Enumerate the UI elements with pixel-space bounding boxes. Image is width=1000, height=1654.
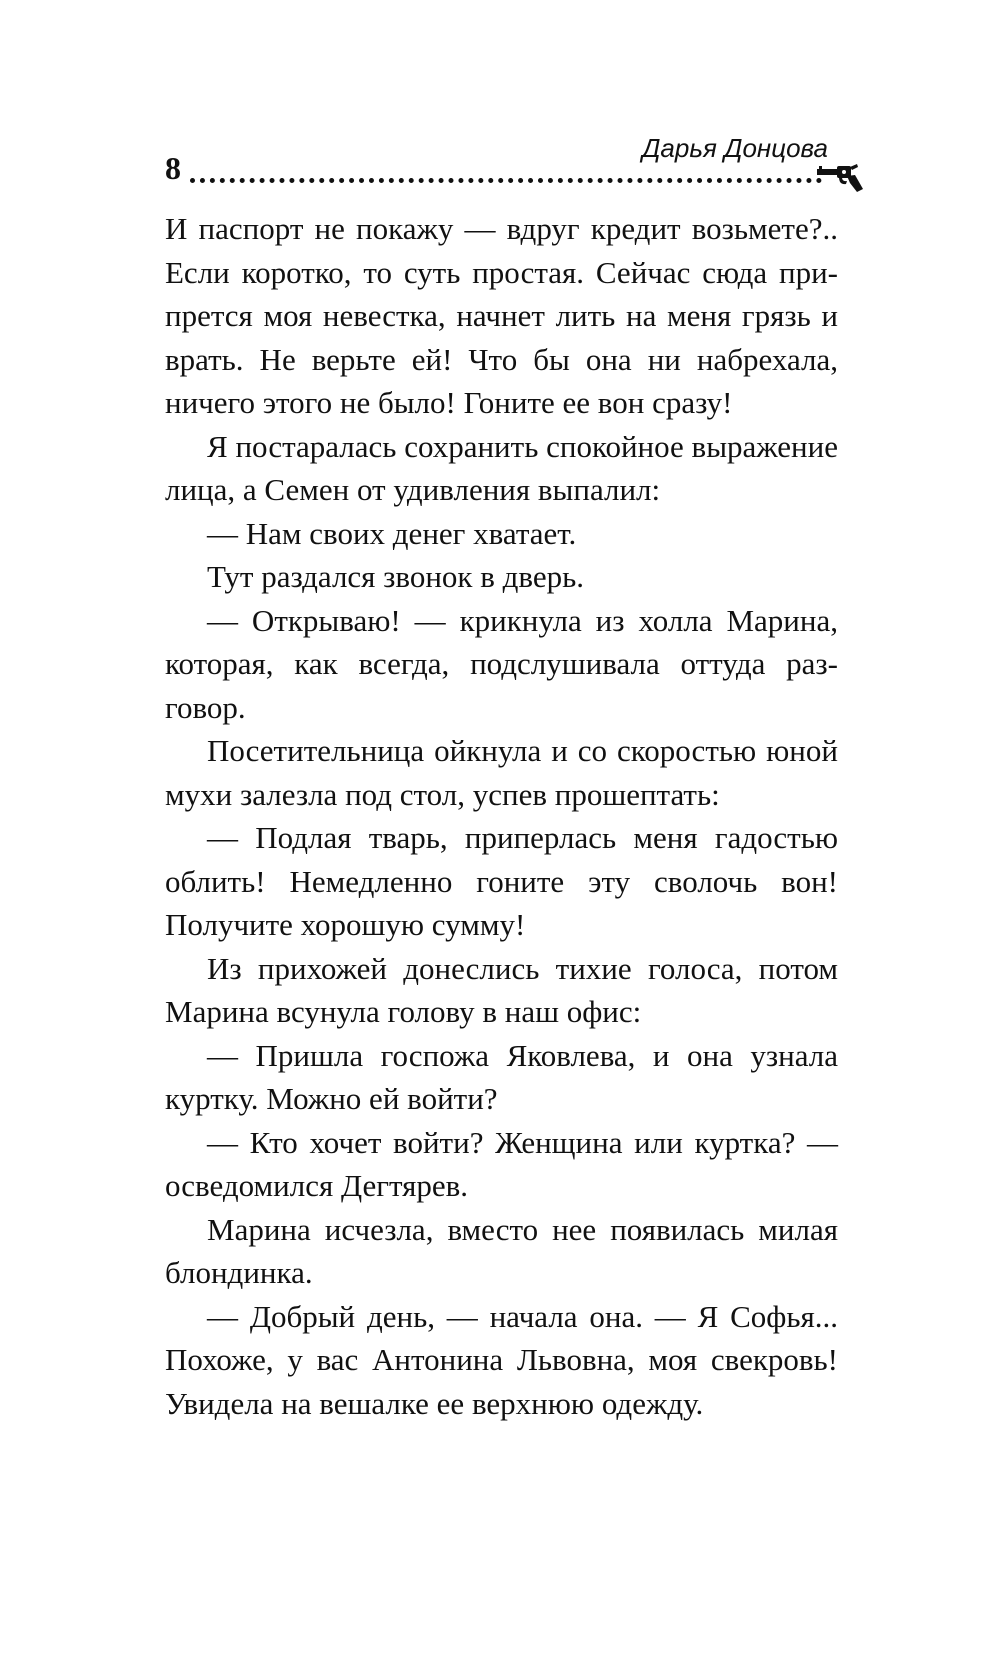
paragraph-7: — Подлая тварь, приперлась меня гадостью облить! Немедленно гоните эту сволочь вон! Получите хорошую сумму! xyxy=(165,820,838,942)
paragraph-12: — Добрый день, — начала она. — Я Софья... Похоже, у вас Антонина Львовна, моя свекровь! Увидела на вешалке ее верхнюю одежду. xyxy=(165,1298,838,1421)
body-text xyxy=(165,207,838,1425)
paragraph-2: Я постаралась сохранить спокойное выражение лица, а Семен от удивления выпалил: xyxy=(165,428,838,507)
page-number: 8 xyxy=(165,150,181,186)
paragraph-6: Посетительница ойкнула и со скоростью юной мухи залезла под стол, успев прошептать: xyxy=(165,733,838,812)
paragraph-8: Из прихожей донеслись тихие голоса, потом Марина всунула голову в наш офис: xyxy=(165,950,838,1029)
paragraph-9: — Пришла госпожа Яковлева, и она узнала куртку. Можно ей войти? xyxy=(165,1037,838,1116)
paragraph-11: Марина исчезла, вместо нее появилась милая блондинка. xyxy=(165,1211,838,1290)
paragraph-10: — Кто хочет войти? Женщина или куртка? — осведомился Дегтярев. xyxy=(165,1124,838,1203)
header-dotted-rule xyxy=(190,178,822,183)
paragraph-1: И паспорт не покажу — вдруг кредит возьмете?.. Если коротко, то суть простая. Сейчас сюда припрется моя невестка, начнет лить на меня грязь и врать. Не верьте ей! Что бы она ни набрехала, ничего этого не было! Гоните ее вон сразу! xyxy=(165,211,838,420)
revolver-icon xyxy=(817,163,863,193)
paragraph-5: — Открываю! — крикнула из холла Марина, которая, как всегда, подслушивала оттуда разговор. xyxy=(165,602,838,725)
paragraph-3: — Нам своих денег хватает. xyxy=(207,515,577,551)
paragraph-4: Тут раздался звонок в дверь. xyxy=(207,559,585,594)
running-header-author: Дарья Донцова xyxy=(642,133,828,163)
